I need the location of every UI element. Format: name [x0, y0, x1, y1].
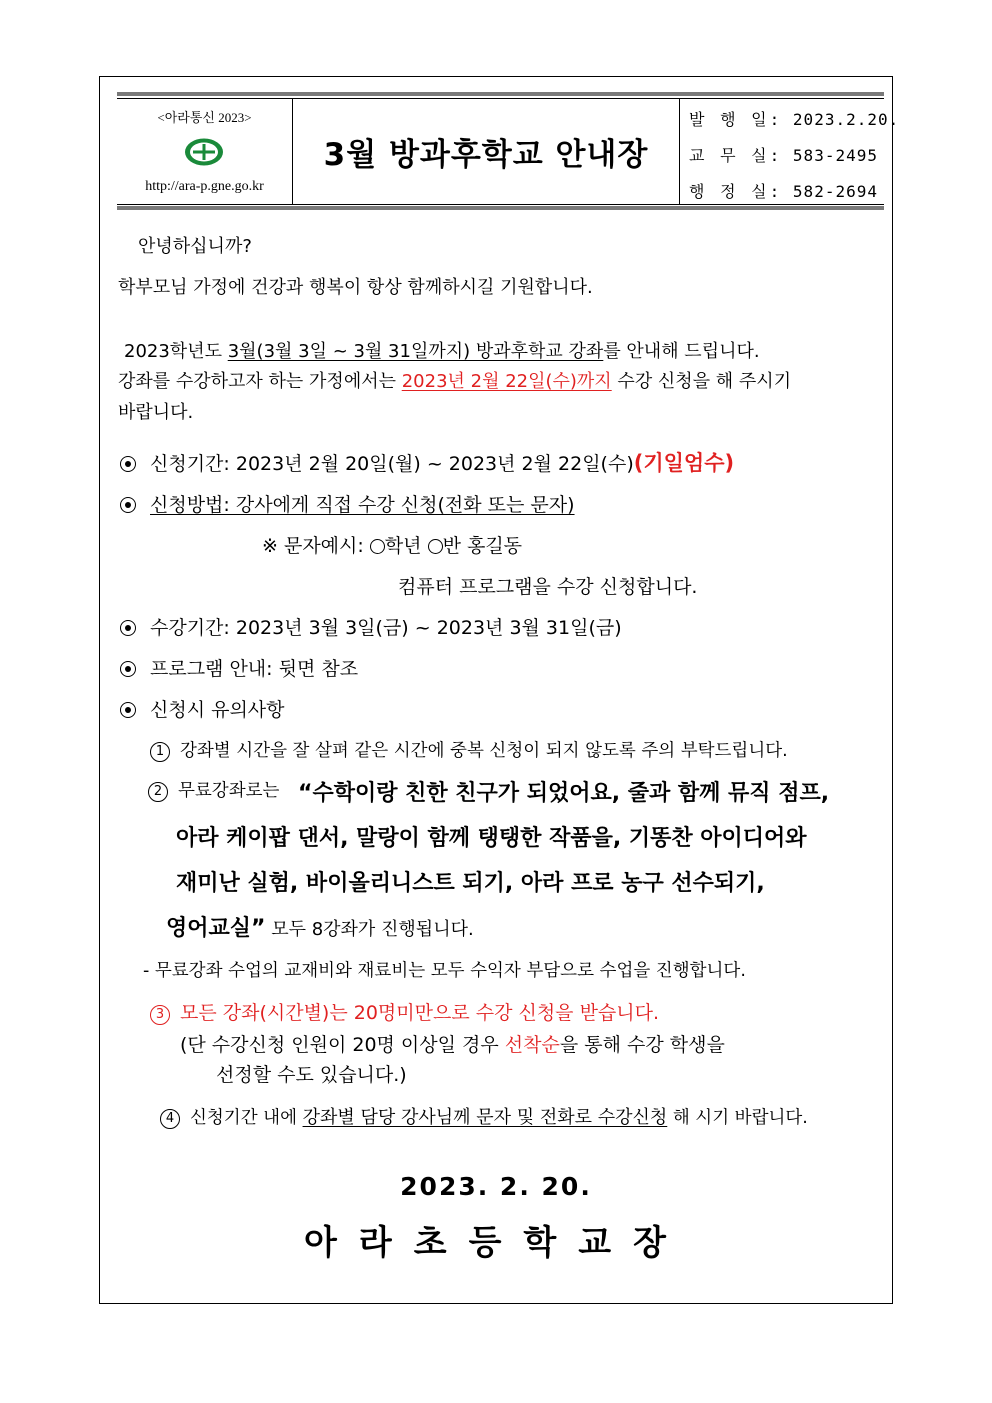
apply-period — [120, 447, 734, 477]
intro-text: 를 안내해 드립니다. — [603, 341, 760, 362]
apply-method-text: 신청방법: 강사에게 직접 수강 신청(전화 또는 문자) — [150, 494, 575, 516]
school-url[interactable]: http://ara-p.gne.go.kr — [145, 179, 264, 194]
intro-line-2 — [118, 367, 791, 393]
note-1-text: 강좌별 시간을 잘 살펴 같은 시간에 중복 신청이 되지 않도록 주의 부탁드립니다. — [180, 741, 788, 761]
contact-info — [680, 99, 900, 204]
intro-highlight: 3월(3월 3일 ~ 3월 31일까지) 방과후학교 강좌 — [227, 341, 604, 362]
program-info-text: 프로그램 안내: 뒷면 참조 — [150, 658, 359, 680]
bullet-icon — [120, 702, 136, 718]
free-course-count: 모두 8강좌가 진행됩니다. — [265, 919, 474, 940]
intro-text: 2023학년도 — [124, 341, 228, 362]
note-3-sub — [180, 1030, 725, 1057]
free-course-line: 재미난 실험, 바이올리니스트 되기, 아라 프로 농구 선수되기, — [176, 871, 765, 896]
office-phone-value: 583-2495 — [792, 146, 878, 165]
note-2-prefix: 무료강좌로는 — [178, 781, 280, 801]
free-course-line: 아라 케이팝 댄서, 말랑이 함께 탱탱한 작품을, 기똥찬 아이디어와 — [176, 826, 807, 851]
issue-date-row — [689, 107, 899, 130]
logo-cell — [117, 99, 292, 204]
material-cost-note: - 무료강좌 수업의 교재비와 재료비는 모두 수익자 부담으로 수업을 진행합니다. — [143, 961, 746, 981]
intro-line-3: 바랍니다. — [118, 402, 194, 423]
deadline-highlight: 2023년 2월 22일(수)까지 — [401, 371, 612, 392]
note-number: 2 — [148, 782, 168, 802]
note-2 — [148, 777, 279, 802]
bullet-icon — [120, 661, 136, 677]
issue-date-value: 2023.2.20. — [792, 110, 900, 129]
intro-text: 강좌를 수강하고자 하는 가정에서는 — [118, 371, 402, 392]
notes-title — [120, 695, 285, 722]
sms-example — [262, 531, 522, 558]
admin-phone-row — [689, 179, 878, 202]
document-title: 3월 방과후학교 안내장 — [323, 137, 649, 173]
issue-date-label: 발 행 일: — [689, 110, 783, 129]
note-4 — [160, 1103, 808, 1129]
office-phone-label: 교 무 실: — [689, 146, 783, 165]
issue-date: 2023. 2. 20. — [400, 1172, 592, 1201]
deadline-warning: (기일엄수) — [633, 451, 735, 475]
note-number: 4 — [160, 1109, 180, 1129]
notes-title-text: 신청시 유의사항 — [150, 699, 285, 721]
school-principal: 아라초등학교장 — [304, 1223, 688, 1263]
note-4-text: 해 시기 바랍니다. — [667, 1108, 808, 1128]
header-rule-top — [117, 92, 884, 96]
sms-example-text: 컴퓨터 프로그램을 수강 신청합니다. — [398, 576, 698, 598]
note-3-sub-2: 선정할 수도 있습니다.) — [216, 1064, 407, 1086]
bullet-icon — [120, 497, 136, 513]
header-rule-bottom — [117, 206, 884, 210]
note-3 — [150, 998, 659, 1025]
note-number: 1 — [150, 742, 170, 762]
admin-phone-label: 행 정 실: — [689, 182, 783, 201]
admin-phone-value: 582-2694 — [792, 182, 878, 201]
blank-circle-icon — [428, 539, 443, 554]
logo-icon — [183, 137, 225, 167]
free-course-last: 영어교실” — [166, 916, 266, 941]
sms-class: 반 홍길동 — [442, 535, 523, 557]
intro-line-1 — [124, 337, 760, 363]
bullet-icon — [120, 620, 136, 636]
newsletter-label: <아라통신 2023> — [157, 110, 252, 125]
note-3-text: 모든 강좌(시간별)는 20명미만으로 수강 신청을 받습니다. — [180, 1002, 660, 1024]
header-rule-bottom-thin — [117, 204, 884, 205]
blank-circle-icon — [370, 539, 385, 554]
program-info — [120, 654, 358, 681]
office-phone-row — [689, 143, 878, 166]
note-3-sub-text: 을 통해 수강 학생을 — [559, 1034, 725, 1056]
sms-grade: 학년 — [384, 535, 428, 557]
note-1 — [150, 737, 788, 762]
apply-method — [120, 490, 575, 517]
free-course-line — [166, 911, 474, 942]
wish-text: 학부모님 가정에 건강과 행복이 항상 함께하시길 기원합니다. — [118, 277, 593, 298]
note-4-text: 신청기간 내에 — [190, 1108, 303, 1128]
apply-period-text: 신청기간: 2023년 2월 20일(월) ~ 2023년 2월 22일(수) — [150, 453, 634, 475]
course-period-text: 수강기간: 2023년 3월 3일(금) ~ 2023년 3월 31일(금) — [150, 617, 622, 639]
bullet-icon — [120, 456, 136, 472]
greeting: 안녕하십니까? — [138, 236, 252, 257]
intro-text: 수강 신청을 해 주시기 — [611, 371, 792, 392]
free-course-line: “수학이랑 친한 친구가 되었어요, 줄과 함께 뮤직 점프, — [298, 781, 830, 806]
note-4-highlight: 강좌별 담당 강사님께 문자 및 전화로 수강신청 — [302, 1107, 668, 1128]
course-period — [120, 613, 622, 640]
first-come-label: 선착순 — [504, 1034, 560, 1056]
note-number: 3 — [150, 1005, 170, 1025]
sms-example-label: ※ 문자예시: — [262, 535, 370, 557]
note-3-sub-text: (단 수강신청 인원이 20명 이상일 경우 — [180, 1034, 505, 1056]
